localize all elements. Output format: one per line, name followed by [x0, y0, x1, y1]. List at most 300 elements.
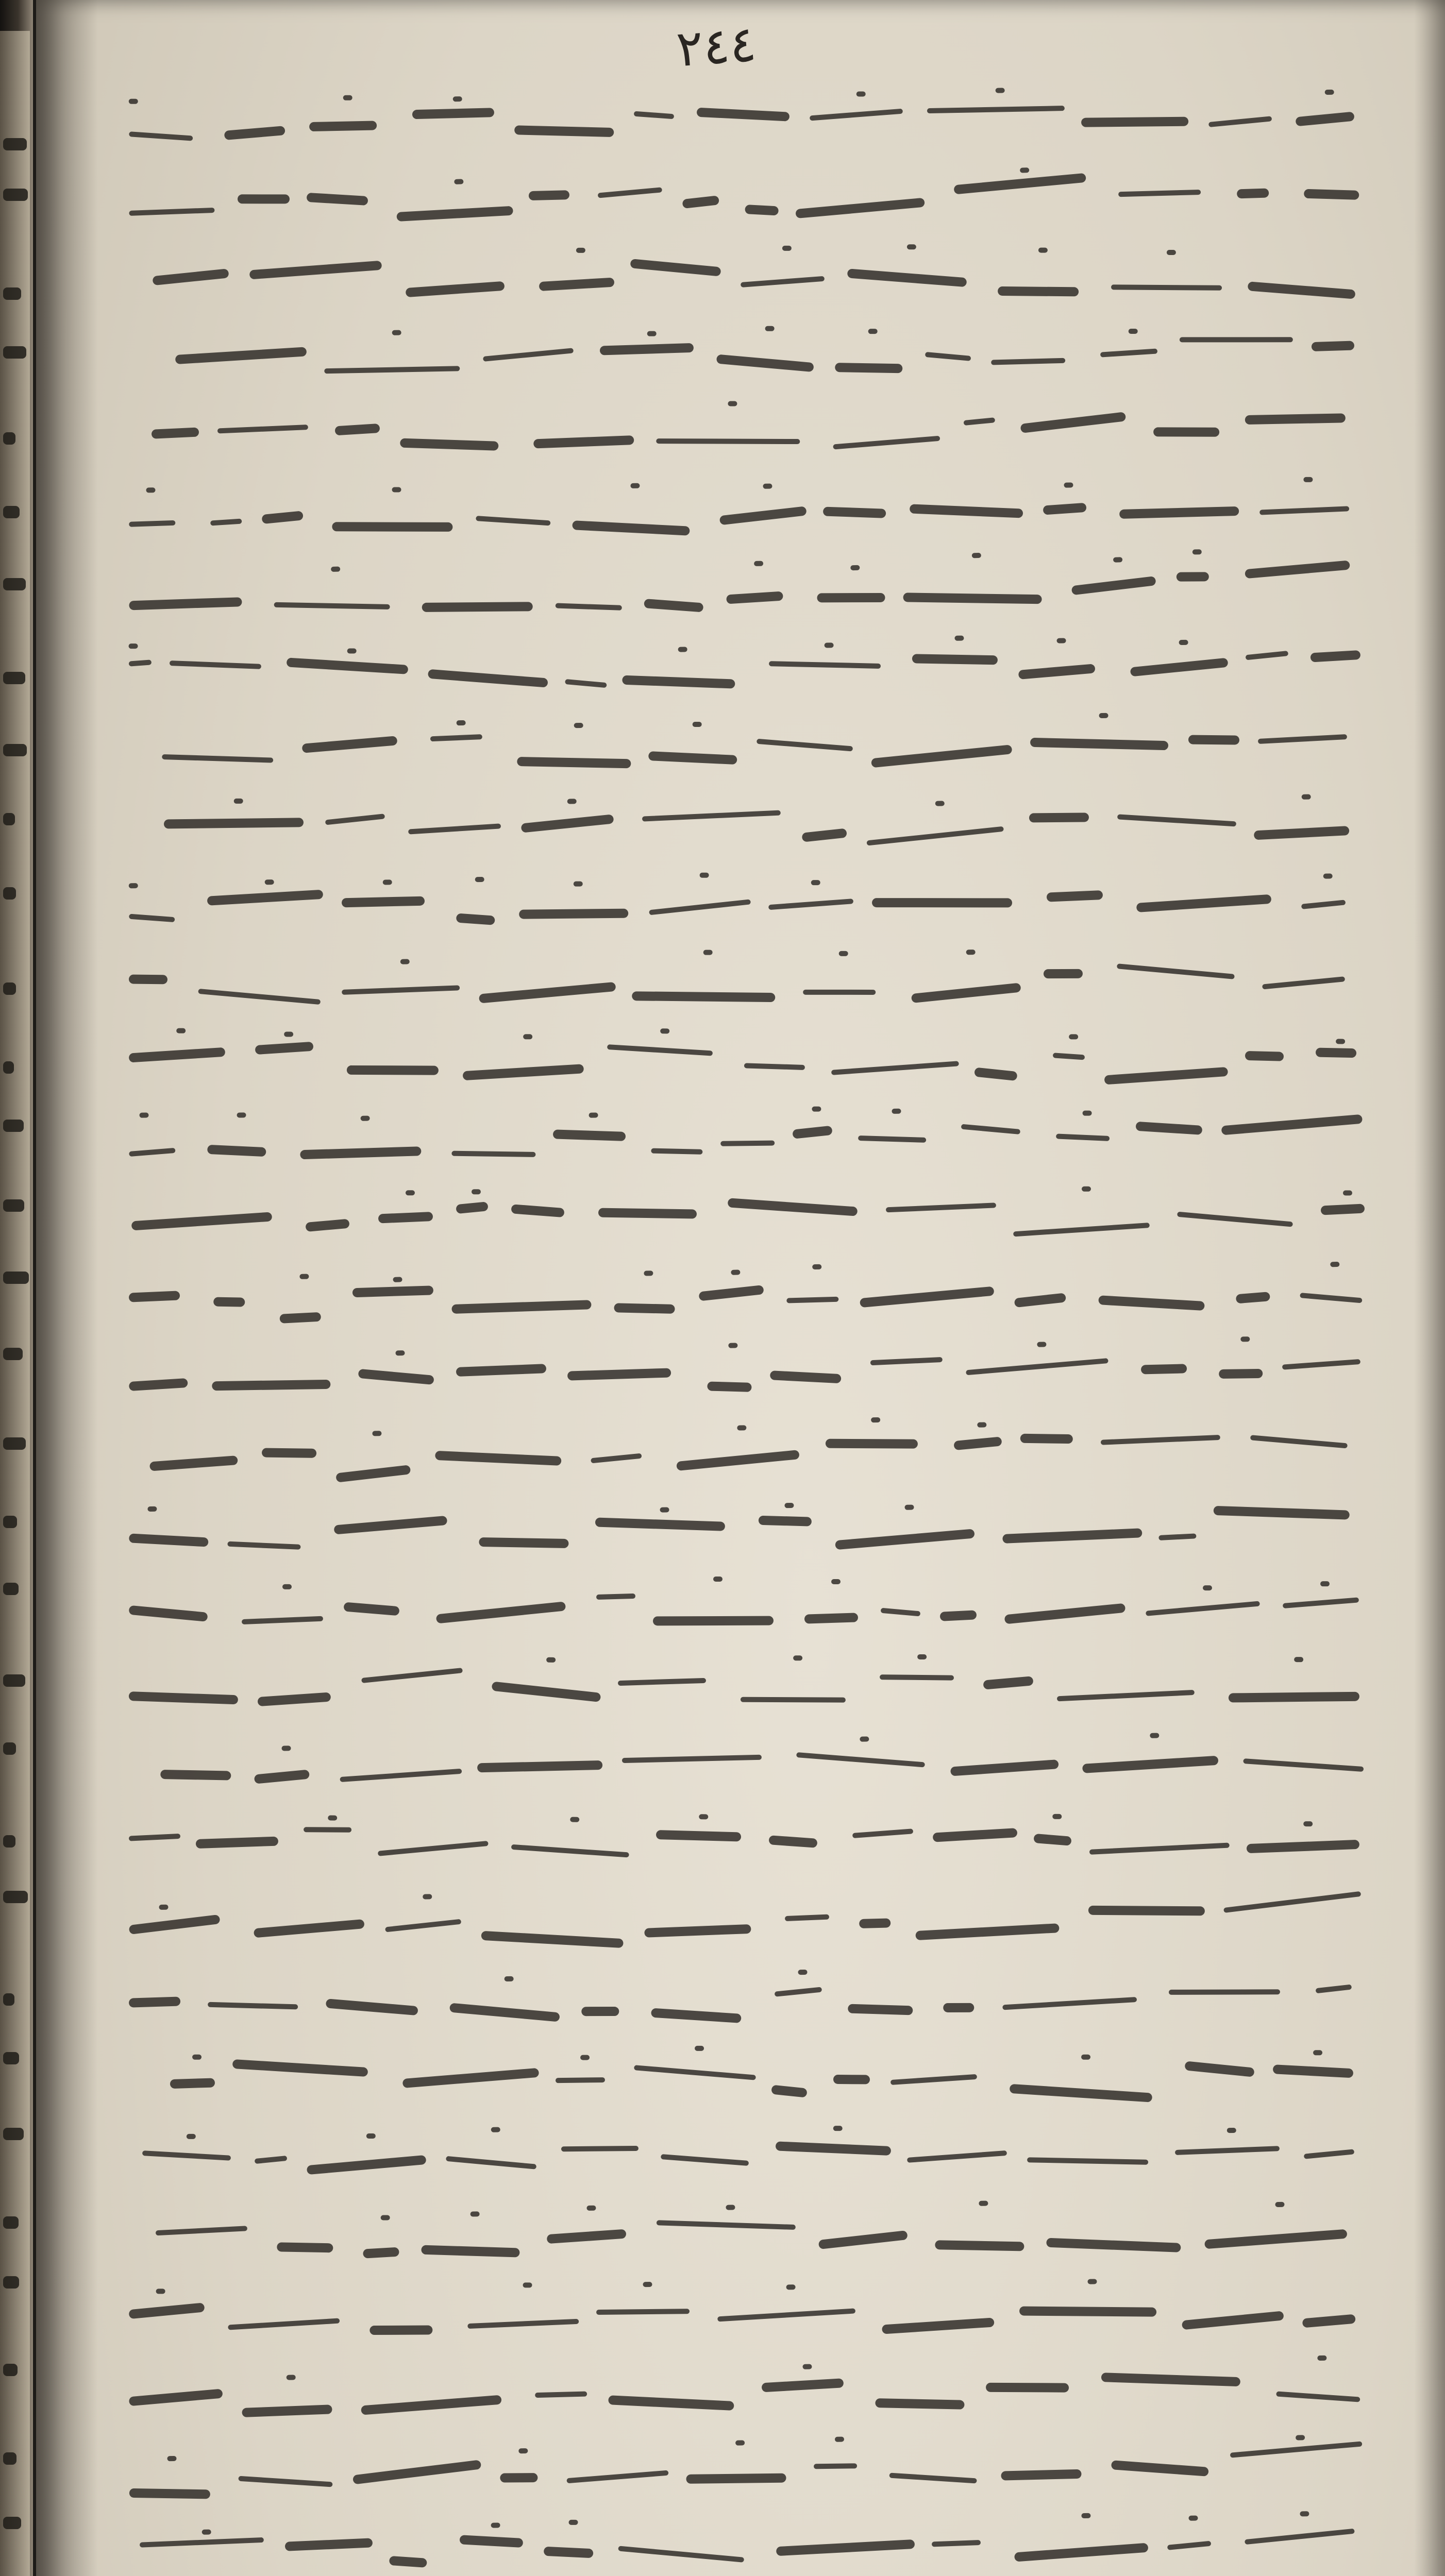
ink-diacritic: [192, 2055, 201, 2060]
ink-word-stroke: [255, 1042, 313, 1055]
ink-word-stroke: [796, 1752, 925, 1767]
ink-word-stroke: [720, 1141, 775, 1146]
ink-diacritic: [156, 2289, 165, 2294]
ink-word-stroke: [1180, 337, 1293, 343]
ink-diacritic: [475, 877, 484, 882]
ink-word-stroke: [435, 1451, 562, 1466]
ink-diacritic: [831, 1579, 841, 1584]
ink-word-stroke: [618, 1677, 707, 1685]
ink-word-stroke: [1245, 651, 1288, 660]
ink-diacritic: [523, 1034, 532, 1039]
ink-word-stroke: [491, 1682, 601, 1702]
ink-word-stroke: [618, 2546, 744, 2562]
manuscript-line: [129, 1641, 1381, 1722]
ink-word-stroke: [1029, 812, 1089, 822]
ink-word-stroke: [1046, 890, 1103, 902]
ink-word-stroke: [1002, 1528, 1142, 1544]
ink-diacritic: [979, 2201, 988, 2206]
ink-word-stroke: [1254, 826, 1349, 840]
ink-word-stroke: [334, 1516, 448, 1535]
ink-diacritic: [850, 565, 860, 570]
ink-word-stroke: [476, 516, 550, 526]
ink-word-stroke: [607, 1044, 713, 1056]
ink-word-stroke: [1020, 1434, 1073, 1444]
ink-word-stroke: [459, 2535, 523, 2548]
ink-word-stroke: [529, 191, 569, 201]
ink-diacritic: [812, 1106, 821, 1111]
ink-word-stroke: [622, 1755, 762, 1763]
ink-word-stroke: [1316, 1047, 1356, 1058]
ink-word-stroke: [1013, 1223, 1150, 1236]
ink-word-stroke: [162, 754, 273, 763]
ink-word-stroke: [1282, 1359, 1360, 1370]
ink-diacritic: [586, 2205, 596, 2210]
ink-diacritic: [660, 1507, 669, 1513]
ink-word-stroke: [129, 1834, 180, 1841]
ink-word-stroke: [274, 602, 390, 609]
previous-page-ink-fragment: [3, 813, 15, 825]
ink-word-stroke: [406, 281, 505, 297]
ink-word-stroke: [129, 1291, 180, 1302]
ink-word-stroke: [762, 2379, 844, 2393]
ink-word-stroke: [129, 2388, 223, 2406]
ink-word-stroke: [1247, 1840, 1359, 1853]
manuscript-line: [128, 383, 1382, 474]
ink-word-stroke: [1046, 2238, 1181, 2252]
ink-word-stroke: [396, 206, 513, 222]
manuscript-line: [128, 1950, 1381, 2040]
ink-diacritic: [281, 1746, 291, 1751]
ink-diacritic: [400, 959, 410, 964]
ink-word-stroke: [596, 1594, 636, 1600]
ink-word-stroke: [129, 598, 242, 611]
ink-word-stroke: [649, 899, 751, 915]
ink-word-stroke: [422, 602, 533, 612]
ink-word-stroke: [224, 126, 285, 140]
ink-word-stroke: [561, 2146, 639, 2151]
previous-page-ink-fragment: [3, 1516, 17, 1528]
ink-word-stroke: [129, 1378, 188, 1391]
ink-word-stroke: [175, 347, 307, 365]
ink-word-stroke: [519, 909, 628, 919]
ink-word-stroke: [277, 2242, 333, 2252]
ink-word-stroke: [129, 1997, 180, 2008]
ink-word-stroke: [757, 739, 853, 752]
ink-word-stroke: [285, 2538, 373, 2551]
ink-word-stroke: [1053, 1053, 1085, 1060]
previous-page-ink-fragment: [3, 1993, 14, 2006]
ink-word-stroke: [933, 1828, 1018, 1842]
ink-word-stroke: [1245, 2529, 1355, 2545]
ink-diacritic: [729, 1343, 738, 1348]
ink-word-stroke: [728, 1198, 858, 1216]
ink-word-stroke: [352, 2460, 481, 2485]
ink-word-stroke: [1304, 189, 1359, 200]
ink-diacritic: [140, 1113, 149, 1118]
ink-word-stroke: [983, 1676, 1033, 1689]
ink-word-stroke: [1272, 2064, 1353, 2078]
ink-word-stroke: [254, 1919, 365, 1938]
ink-word-stroke: [1213, 1506, 1349, 1520]
manuscript-line: [129, 935, 1382, 1020]
ink-word-stroke: [907, 2150, 1007, 2163]
manuscript-line: [128, 1868, 1382, 1966]
ink-diacritic: [977, 1422, 986, 1428]
previous-page-ink-fragment: [3, 578, 26, 590]
ink-word-stroke: [340, 1769, 462, 1782]
ink-diacritic: [406, 1190, 415, 1195]
ink-word-stroke: [939, 1610, 977, 1621]
ink-word-stroke: [716, 354, 814, 372]
ink-diacritic: [1331, 1262, 1340, 1267]
ink-word-stroke: [741, 1697, 846, 1703]
ink-word-stroke: [514, 125, 614, 137]
ink-word-stroke: [129, 913, 175, 922]
ink-diacritic: [1303, 1821, 1313, 1826]
ink-diacritic: [765, 326, 774, 331]
ink-word-stroke: [814, 2464, 857, 2469]
ink-word-stroke: [872, 898, 1012, 907]
ink-word-stroke: [964, 417, 995, 426]
ink-word-stroke: [1282, 1597, 1358, 1608]
ink-word-stroke: [1310, 650, 1360, 663]
ink-diacritic: [703, 950, 713, 955]
ink-diacritic: [282, 1584, 292, 1589]
ink-word-stroke: [1146, 1601, 1260, 1616]
ink-word-stroke: [378, 1841, 489, 1856]
ink-diacritic: [380, 2215, 390, 2220]
ink-diacritic: [328, 1815, 337, 1820]
ink-word-stroke: [966, 1358, 1108, 1375]
ink-word-stroke: [129, 131, 193, 141]
ink-word-stroke: [596, 2309, 690, 2315]
ink-diacritic: [1317, 2355, 1326, 2361]
ink-diacritic: [568, 2520, 578, 2525]
ink-word-stroke: [847, 268, 967, 287]
ink-word-stroke: [521, 814, 614, 833]
previous-page-margin: [0, 31, 30, 2576]
ink-word-stroke: [511, 1844, 629, 1858]
ink-word-stroke: [656, 438, 800, 444]
ink-word-stroke: [699, 1285, 764, 1301]
manuscript-line: [128, 73, 1381, 159]
ink-diacritic: [331, 566, 340, 571]
ink-word-stroke: [1136, 894, 1271, 912]
ink-word-stroke: [1030, 738, 1168, 750]
ink-word-stroke: [408, 824, 501, 835]
ink-word-stroke: [451, 1151, 535, 1157]
ink-diacritic: [1203, 1585, 1212, 1590]
ink-word-stroke: [1219, 1369, 1263, 1379]
ink-word-stroke: [591, 1453, 642, 1464]
ink-diacritic: [453, 96, 462, 101]
ink-word-stroke: [217, 425, 308, 433]
ink-word-stroke: [1257, 734, 1347, 744]
ink-word-stroke: [238, 2476, 333, 2487]
manuscript-line: [128, 856, 1381, 942]
ink-word-stroke: [1208, 116, 1272, 127]
ink-diacritic: [360, 1115, 369, 1121]
ink-word-stroke: [915, 1923, 1059, 1940]
ink-diacritic: [146, 487, 155, 493]
ink-word-stroke: [421, 2245, 519, 2258]
ink-diacritic: [546, 1657, 556, 1663]
ink-word-stroke: [644, 599, 703, 612]
ink-word-stroke: [1300, 1293, 1363, 1303]
ink-word-stroke: [446, 2156, 537, 2170]
ink-word-stroke: [768, 1835, 817, 1848]
ink-word-stroke: [875, 2398, 965, 2410]
previous-page-ink-fragment: [3, 2128, 24, 2140]
ink-word-stroke: [1010, 2084, 1152, 2103]
ink-diacritic: [1324, 90, 1334, 95]
manuscript-line: [129, 2035, 1381, 2113]
ink-word-stroke: [696, 107, 789, 121]
ink-word-stroke: [207, 890, 323, 906]
manuscript-line: [129, 232, 1381, 313]
ink-word-stroke: [451, 1300, 591, 1314]
ink-word-stroke: [156, 2226, 247, 2236]
ink-diacritic: [1113, 557, 1122, 562]
ink-word-stroke: [880, 1674, 954, 1680]
ink-word-stroke: [927, 106, 1065, 113]
ink-word-stroke: [347, 1065, 439, 1075]
ink-word-stroke: [910, 504, 1023, 518]
ink-diacritic: [167, 2456, 176, 2461]
ink-word-stroke: [1056, 1134, 1110, 1142]
previous-page-ink-fragment: [3, 2364, 18, 2376]
ink-word-stroke: [1004, 1603, 1125, 1624]
ink-word-stroke: [129, 975, 167, 985]
ink-word-stroke: [280, 1312, 322, 1324]
ink-word-stroke: [1204, 2229, 1347, 2249]
ink-diacritic: [287, 2375, 296, 2380]
ink-word-stroke: [1311, 341, 1354, 352]
ink-word-stroke: [833, 2075, 870, 2084]
ink-diacritic: [868, 329, 878, 334]
ink-word-stroke: [462, 1064, 583, 1081]
previous-page-ink-fragment: [3, 1835, 15, 1848]
ink-word-stroke: [335, 1465, 411, 1483]
ink-word-stroke: [1262, 976, 1345, 989]
ink-diacritic: [456, 720, 465, 725]
ink-word-stroke: [361, 2395, 502, 2415]
ink-diacritic: [856, 91, 865, 96]
ink-word-stroke: [1098, 1296, 1205, 1311]
ink-diacritic: [1275, 2201, 1284, 2207]
ink-word-stroke: [950, 1759, 1059, 1776]
ink-word-stroke: [831, 1061, 959, 1075]
ink-word-stroke: [552, 1129, 626, 1141]
ink-diacritic: [726, 2205, 735, 2210]
ink-word-stroke: [744, 1063, 805, 1070]
ink-word-stroke: [1033, 1834, 1071, 1846]
ink-word-stroke: [567, 1368, 671, 1381]
ink-word-stroke: [207, 1145, 266, 1157]
ink-word-stroke: [885, 1202, 996, 1212]
ink-word-stroke: [1027, 2157, 1148, 2165]
ink-word-stroke: [871, 745, 1012, 768]
ink-word-stroke: [774, 1987, 822, 1997]
ink-word-stroke: [661, 2154, 749, 2166]
previous-page-ink-fragment: [3, 2052, 19, 2064]
ink-diacritic: [1320, 1581, 1330, 1586]
ink-diacritic: [1192, 550, 1201, 555]
ink-word-stroke: [1019, 2307, 1156, 2317]
ink-diacritic: [812, 1264, 821, 1269]
previous-page-ink-fragment: [3, 2517, 21, 2529]
ink-word-stroke: [332, 522, 452, 532]
ink-word-stroke: [1276, 2391, 1360, 2402]
ink-diacritic: [299, 1274, 309, 1279]
ink-diacritic: [234, 799, 243, 804]
ink-word-stroke: [1101, 2372, 1240, 2386]
ink-diacritic: [372, 1431, 381, 1436]
ink-word-stroke: [1044, 969, 1083, 978]
ink-word-stroke: [912, 654, 998, 665]
ink-word-stroke: [717, 2308, 855, 2321]
ink-diacritic: [1323, 873, 1333, 878]
previous-page-ink-fragment: [3, 1674, 25, 1687]
ink-diacritic: [129, 98, 138, 104]
ink-diacritic: [700, 872, 709, 877]
previous-page-ink-fragment: [3, 1061, 14, 1074]
ink-diacritic: [574, 723, 583, 728]
ink-word-stroke: [1082, 1756, 1219, 1773]
previous-page-ink-fragment: [3, 287, 21, 300]
ink-word-stroke: [581, 2007, 619, 2016]
ink-word-stroke: [556, 603, 622, 611]
ink-word-stroke: [622, 675, 735, 688]
previous-page-ink-fragment: [3, 887, 16, 900]
ink-word-stroke: [142, 2150, 231, 2161]
ink-word-stroke: [242, 2404, 332, 2417]
page-edge-shadow: [1414, 0, 1445, 2576]
ink-word-stroke: [370, 2326, 433, 2335]
ink-word-stroke: [796, 197, 926, 218]
ink-word-stroke: [1119, 506, 1239, 519]
ink-word-stroke: [741, 276, 825, 287]
ink-diacritic: [1081, 2513, 1090, 2518]
ink-word-stroke: [1177, 572, 1209, 582]
ink-word-stroke: [1229, 1691, 1359, 1702]
ink-diacritic: [660, 1028, 669, 1033]
manuscript-line: [128, 143, 1382, 245]
ink-word-stroke: [859, 1919, 891, 1928]
ink-word-stroke: [632, 991, 775, 1002]
ink-word-stroke: [630, 259, 721, 276]
ink-diacritic: [1083, 1110, 1092, 1115]
gutter-shadow: [36, 0, 98, 2576]
ink-diacritic: [754, 561, 763, 566]
ink-word-stroke: [129, 2488, 210, 2499]
ink-word-stroke: [378, 1212, 433, 1224]
ink-word-stroke: [835, 1529, 975, 1550]
ink-word-stroke: [858, 1136, 927, 1143]
ink-word-stroke: [823, 506, 886, 518]
ink-diacritic: [825, 642, 834, 648]
manuscript-line: [129, 1174, 1381, 1251]
ink-word-stroke: [598, 1208, 697, 1219]
previous-page-ink-fragment: [3, 744, 27, 756]
ink-diacritic: [580, 2055, 590, 2060]
ink-word-stroke: [149, 1455, 238, 1471]
ink-diacritic: [1240, 1336, 1250, 1342]
page-number: ٢٤٤: [674, 14, 759, 78]
ink-word-stroke: [651, 2008, 741, 2023]
ink-diacritic: [737, 1425, 747, 1430]
ink-word-stroke: [241, 1616, 323, 1624]
ink-diacritic: [782, 246, 792, 251]
ink-word-stroke: [228, 2318, 340, 2330]
previous-page-ink-fragment: [3, 2216, 19, 2229]
ink-diacritic: [713, 1577, 722, 1582]
ink-word-stroke: [325, 814, 385, 825]
ink-word-stroke: [657, 2220, 796, 2230]
ink-word-stroke: [324, 366, 460, 374]
ink-word-stroke: [262, 1448, 317, 1458]
ink-word-stroke: [196, 1837, 279, 1849]
manuscript-line: [129, 1796, 1382, 1882]
ink-diacritic: [574, 881, 583, 886]
previous-page-ink-fragment: [3, 1583, 19, 1595]
ink-word-stroke: [556, 2077, 605, 2083]
previous-page-ink-fragment: [3, 1348, 23, 1360]
ink-diacritic: [392, 487, 401, 492]
ink-word-stroke: [653, 1616, 774, 1625]
ink-diacritic: [1301, 794, 1310, 799]
ink-word-stroke: [986, 2383, 1069, 2393]
ink-diacritic: [1056, 638, 1066, 643]
ink-diacritic: [695, 2046, 704, 2051]
ink-word-stroke: [595, 1518, 725, 1531]
previous-page-ink-fragment: [3, 672, 25, 684]
ink-diacritic: [570, 1817, 579, 1822]
manuscript-page: [36, 0, 1445, 2576]
ink-word-stroke: [309, 121, 377, 131]
ink-word-stroke: [129, 1148, 176, 1157]
ink-word-stroke: [818, 2230, 908, 2249]
previous-page-ink-fragment: [3, 138, 27, 150]
ink-diacritic: [1227, 2128, 1236, 2133]
ink-word-stroke: [567, 2470, 669, 2484]
ink-diacritic: [1150, 1733, 1159, 1738]
ink-word-stroke: [129, 1691, 238, 1704]
ink-word-stroke: [1301, 900, 1346, 909]
ink-word-stroke: [306, 193, 368, 206]
ink-word-stroke: [456, 913, 495, 925]
ink-word-stroke: [651, 1148, 702, 1154]
ink-word-stroke: [944, 2003, 974, 2012]
manuscript-line: [128, 2264, 1381, 2353]
previous-page-ink-fragment: [3, 2452, 16, 2465]
ink-word-stroke: [1177, 1211, 1293, 1227]
ink-word-stroke: [129, 520, 175, 527]
ink-word-stroke: [213, 1297, 245, 1307]
ink-word-stroke: [1248, 282, 1356, 299]
ink-word-stroke: [998, 286, 1079, 296]
ink-word-stroke: [1236, 1292, 1270, 1303]
ink-diacritic: [955, 635, 964, 640]
ink-word-stroke: [1184, 2061, 1254, 2077]
ink-word-stroke: [608, 2395, 734, 2411]
ink-word-stroke: [1118, 190, 1201, 197]
ink-word-stroke: [1043, 503, 1086, 515]
ink-diacritic: [1082, 1187, 1091, 1192]
ink-word-stroke: [1321, 1204, 1365, 1215]
ink-diacritic: [833, 2126, 843, 2131]
ink-word-stroke: [648, 751, 737, 765]
